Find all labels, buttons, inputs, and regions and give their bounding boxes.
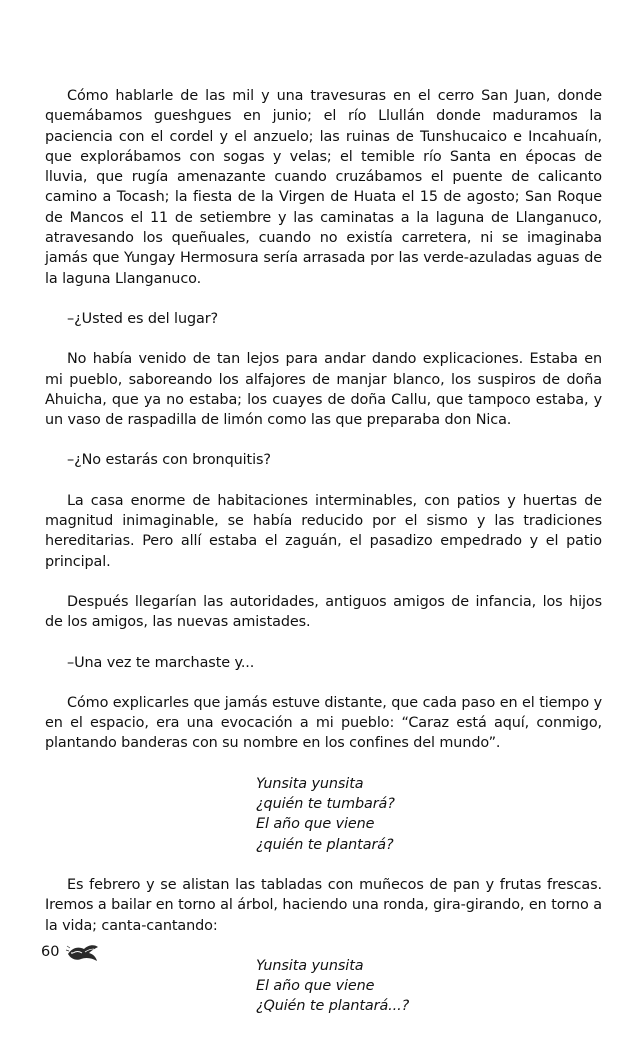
paragraph-casa: La casa enorme de habitaciones interminables, con patios y huertas de magnitud inimaginable, se había reducido por el sismo y las tradiciones hereditarias. Pero allí estaba el zaguán, el pasadizo empedrado y el patio principal. — [45, 492, 602, 570]
verse-line: ¿quién te plantará? — [256, 836, 394, 853]
bird-sketch-icon — [64, 940, 100, 964]
verse-line: El año que viene — [256, 978, 375, 995]
dialogue-te-marchaste: –Una vez te marchaste y... — [67, 654, 255, 671]
verse-line: El año que viene — [256, 816, 375, 833]
verse-line: ¿quién te tumbará? — [256, 796, 395, 813]
page-footer — [41, 940, 100, 964]
paragraph-autoridades: Después llegarían las autoridades, antiguos amigos de infancia, los hijos de los amigos, las nuevas amistades. — [45, 593, 602, 631]
paragraph-travesuras: Cómo hablarle de las mil y una travesuras en el cerro San Juan, donde quemábamos gueshgues en junio; el río Llullán donde maduramos la paciencia con el cordel y el anzuelo; las ruinas de Tunshucaico e Incahuaín, que explorábamos con sogas y velas; el temible río Santa en épocas de lluvia, que rugía amenazante cuando cruzábamos el puente de calicanto camino a Tocash; la fiesta de la Virgen de Huata el 15 de agosto; San Roque de Mancos el 11 de setiembre y las caminatas a la laguna de Llanganuco, atravesando los queñuales, cuando no existía carretera, ni se imaginaba jamás que Yungay Hermosura sería arrasada por las verde-azuladas aguas de la laguna Llanganuco. — [45, 88, 602, 287]
verse-yunsita-2 — [256, 956, 602, 1017]
dialogue-usted-es-del-lugar: –¿Usted es del lugar? — [67, 310, 219, 327]
paragraph-febrero: Es febrero y se alistan las tabladas con muñecos de pan y frutas frescas. Iremos a bailar en torno al árbol, haciendo una ronda, gira-girando, en torno a la vida; canta-cantando: — [45, 876, 602, 934]
verse-line: ¿Quién te plantará...? — [256, 998, 410, 1015]
dialogue-bronquitis: –¿No estarás con bronquitis? — [67, 452, 271, 469]
verse-line: Yunsita yunsita — [256, 775, 364, 792]
paragraph-evocacion: Cómo explicarles que jamás estuve distante, que cada paso en el tiempo y en el espacio, era una evocación a mi pueblo: “Caraz está aquí, conmigo, plantando banderas con su nombre en los confines del mundo”. — [45, 694, 602, 752]
verse-line: Yunsita yunsita — [256, 957, 364, 974]
verse-yunsita-1 — [256, 774, 602, 855]
paragraph-explicaciones: No había venido de tan lejos para andar dando explicaciones. Estaba en mi pueblo, saboreando los alfajores de manjar blanco, los suspiros de doña Ahuicha, que ya no estaba; los cuayes de doña Callu, que tampoco estaba, y un vaso de raspadilla de limón como las que preparaba don Nica. — [45, 351, 602, 429]
page-number: 60 — [41, 944, 60, 960]
page-body — [45, 86, 602, 1037]
